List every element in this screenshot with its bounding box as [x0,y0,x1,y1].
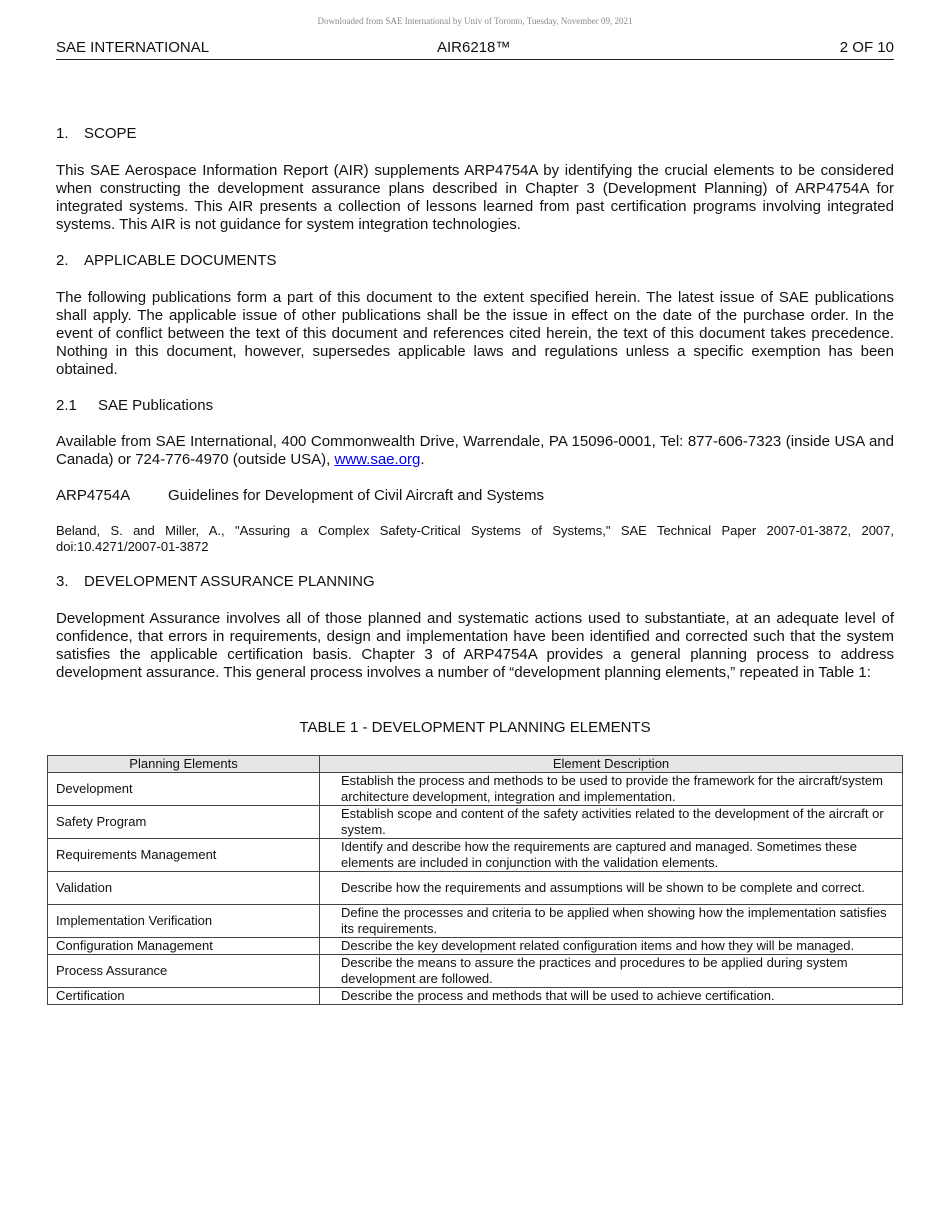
section-heading-development-assurance-planning [56,573,894,591]
document-body [56,125,894,682]
reference-technical-paper: Beland, S. and Miller, A., "Assuring a Complex Safety-Critical Systems of Systems," SAE Technical Paper 2007-01-3872, 2007, doi:10.4271/2007-01-3872 [56,523,894,554]
planning-element-cell: Configuration Management [48,938,320,955]
header-organization: SAE INTERNATIONAL [56,39,210,56]
element-description-cell: Establish scope and content of the safety activities related to the development of the aircraft or system. [320,806,903,839]
availability-suffix: . [420,451,425,468]
planning-element-cell: Safety Program [48,806,320,839]
column-header-element-description: Element Description [320,756,903,773]
planning-element-cell: Process Assurance [48,955,320,988]
page-header [56,38,894,60]
element-description-cell: Describe the means to assure the practices and procedures to be applied during system development are followed. [320,955,903,988]
planning-element-cell: Certification [48,988,320,1005]
section-heading-sae-publications [56,397,894,415]
planning-element-cell: Validation [48,872,320,905]
section-number: 3. [56,573,69,590]
sae-publications-paragraph [56,433,894,469]
planning-element-cell: Development [48,773,320,806]
planning-element-cell: Requirements Management [48,839,320,872]
table-row [48,872,903,905]
reference-arp4754a [56,487,894,505]
section-title: APPLICABLE DOCUMENTS [84,252,277,269]
development-planning-table [47,755,903,1005]
header-page-number: 2 OF 10 [839,39,894,56]
table-row [48,839,903,872]
element-description-cell: Describe how the requirements and assumptions will be shown to be complete and correct. [320,872,903,905]
availability-text: Available from SAE International, 400 Commonwealth Drive, Warrendale, PA 15096-0001, Tel: 877-606-7323 (inside USA and Canada) or 724-776-4970 (outside USA), [56,433,894,468]
element-description-cell: Establish the process and methods to be used to provide the framework for the aircraft/system architecture development, integration and implementation. [320,773,903,806]
header-document-id: AIR6218™ [437,39,511,56]
scope-paragraph: This SAE Aerospace Information Report (AIR) supplements ARP4754A by identifying the crucial elements to be considered when constructing the development assurance plans described in Chapter 3 (Development Planning) of ARP4754A for integrated systems. This AIR presents a collection of lessons learned from past certification programs involving integrated systems. This AIR is not guidance for system integration technologies. [56,162,894,233]
section-number: 2. [56,252,69,269]
section-heading-applicable-documents [56,252,894,270]
element-description-cell: Identify and describe how the requirements are captured and managed. Sometimes these elements are included in conjunction with the validation elements. [320,839,903,872]
element-description-cell: Define the processes and criteria to be applied when showing how the implementation satisfies its requirements. [320,905,903,938]
column-header-planning-elements: Planning Elements [48,756,320,773]
element-description-cell: Describe the process and methods that will be used to achieve certification. [320,988,903,1005]
section-heading-scope [56,125,894,143]
table-row [48,938,903,955]
download-watermark: Downloaded from SAE International by Univ of Toronto, Tuesday, November 09, 2021 [317,16,633,26]
table-row [48,806,903,839]
development-assurance-paragraph: Development Assurance involves all of those planned and systematic actions used to substantiate, at an adequate level of confidence, that errors in requirements, design and implementation have been identified and corrected such that the system satisfies the applicable certification basis. Chapter 3 of ARP4754A provides a general planning process to address development assurance. This general process involves a number of “development planning elements,” repeated in Table 1: [56,610,894,681]
section-number: 2.1 [56,397,77,414]
section-title: DEVELOPMENT ASSURANCE PLANNING [84,573,375,590]
section-title: SCOPE [84,125,137,142]
table-row [48,773,903,806]
planning-element-cell: Implementation Verification [48,905,320,938]
section-title: SAE Publications [98,397,214,414]
section-number: 1. [56,125,69,142]
table-row [48,905,903,938]
table-row [48,988,903,1005]
reference-id: ARP4754A [56,487,131,504]
table-title: TABLE 1 - DEVELOPMENT PLANNING ELEMENTS [299,719,651,736]
applicable-documents-paragraph: The following publications form a part of this document to the extent specified herein. The latest issue of SAE publications shall apply. The applicable issue of other publications shall be the issue in effect on the date of the purchase order. In the event of conflict between the text of this document and references cited herein, the text of this document takes precedence. Nothing in this document, however, supersedes applicable laws and regulations unless a specific exemption has been obtained. [56,289,894,378]
table-header-row [48,756,903,773]
sae-website-link[interactable]: www.sae.org [334,451,421,468]
reference-title: Guidelines for Development of Civil Aircraft and Systems [168,487,544,504]
table-row [48,955,903,988]
element-description-cell: Describe the key development related configuration items and how they will be managed. [320,938,903,955]
